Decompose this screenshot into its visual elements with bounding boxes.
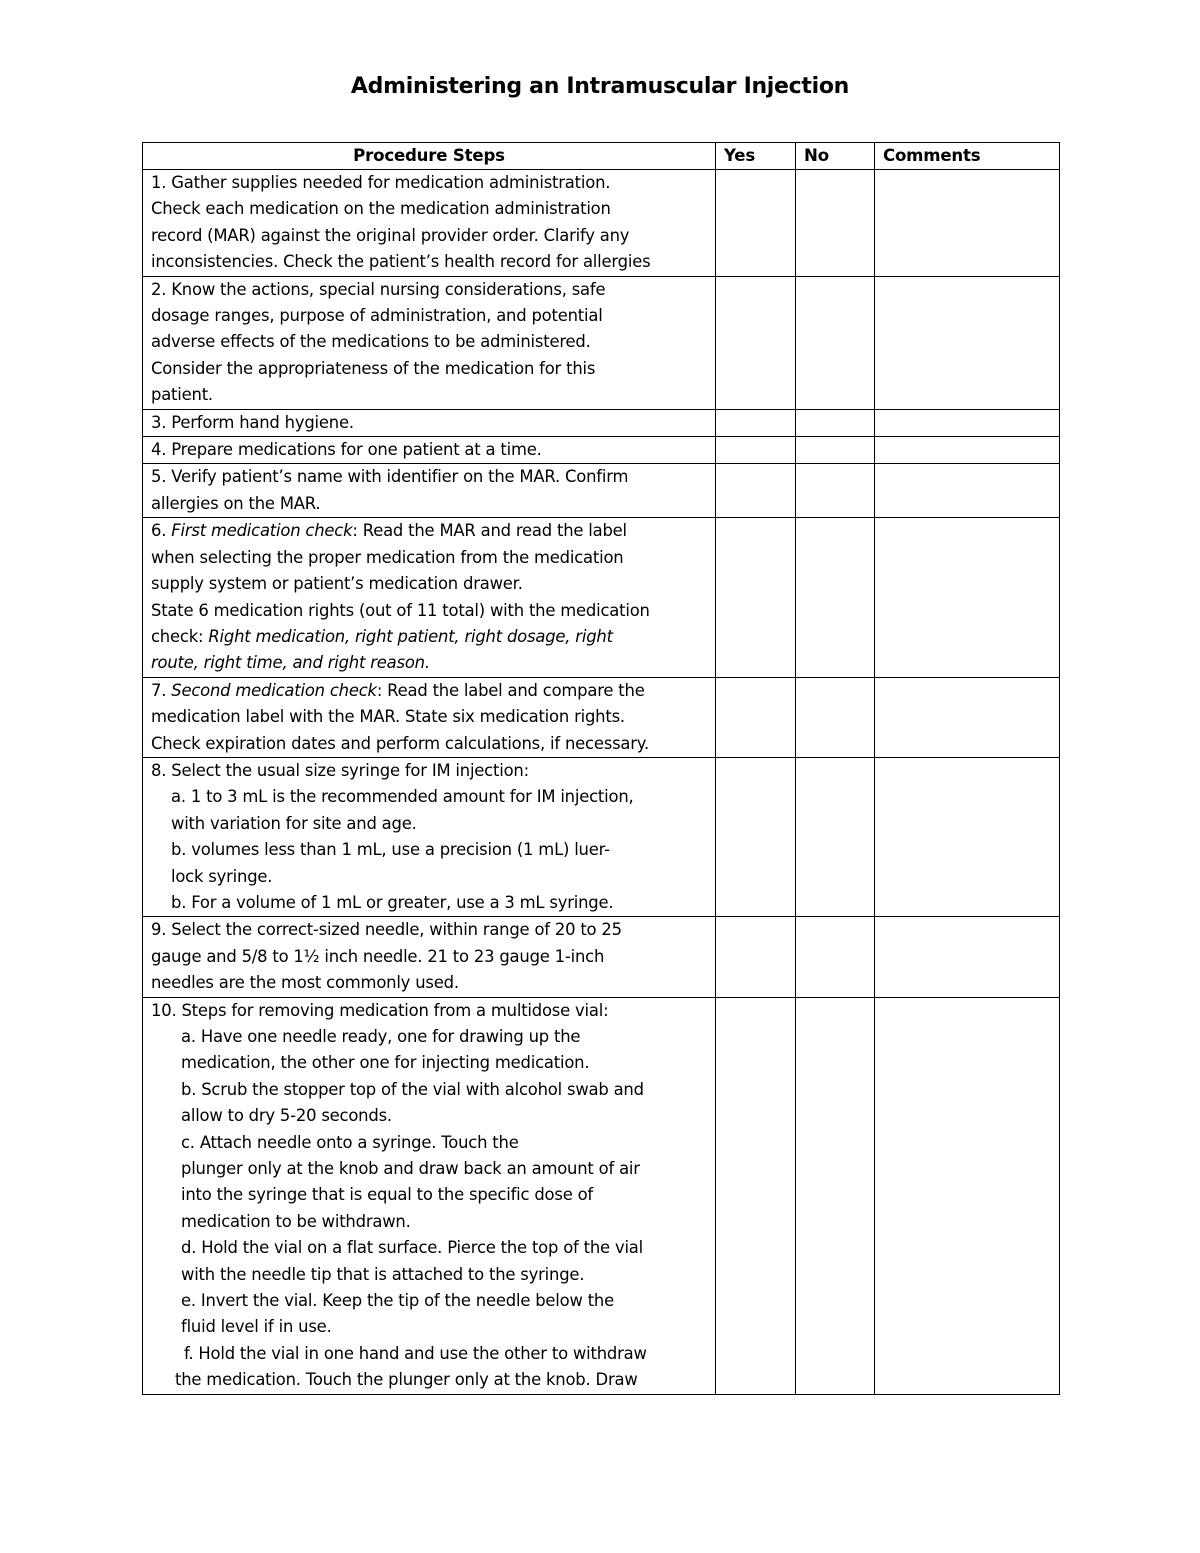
step-text: 9. Select the correct-sized needle, within range of 20 to 25: [151, 920, 622, 940]
step-text: [151, 518, 707, 544]
step-text: Check expiration dates and perform calculations, if necessary.: [151, 733, 649, 753]
table-header-row: [143, 143, 1060, 170]
step-text: adverse effects of the medications to be administered.: [151, 332, 591, 352]
step-text: inconsistencies. Check the patient’s health record for allergies: [151, 252, 651, 272]
step-substep: plunger only at the knob and draw back an amount of air: [181, 1159, 640, 1179]
step-text-rest: : Read the label and compare the: [376, 680, 645, 700]
step-emphasis: Right medication, right patient, right dosage, right: [208, 626, 613, 646]
step-substep: f. Hold the vial in one hand and use the other to withdraw: [184, 1343, 647, 1363]
yes-cell[interactable]: [716, 518, 796, 677]
step-cell: [143, 677, 716, 757]
header-procedure-steps: Procedure Steps: [143, 143, 716, 170]
yes-cell[interactable]: [716, 917, 796, 997]
table-row: [143, 677, 1060, 757]
step-substep: allow to dry 5-20 seconds.: [181, 1106, 392, 1126]
header-yes: Yes: [716, 143, 796, 170]
step-substep: c. Attach needle onto a syringe. Touch the: [181, 1132, 519, 1152]
step-substep: b. volumes less than 1 mL, use a precision (1 mL) luer-: [171, 840, 610, 860]
step-cell: [143, 170, 716, 277]
step-substep: lock syringe.: [171, 866, 273, 886]
step-substep: d. Hold the vial on a flat surface. Pierce the top of the vial: [181, 1238, 643, 1258]
comments-cell[interactable]: [875, 757, 1060, 916]
step-text: Consider the appropriateness of the medication for this: [151, 358, 596, 378]
step-substep: e. Invert the vial. Keep the tip of the needle below the: [181, 1291, 614, 1311]
comments-cell[interactable]: [875, 409, 1060, 436]
yes-cell[interactable]: [716, 409, 796, 436]
yes-cell[interactable]: [716, 997, 796, 1394]
step-emphasis: route, right time, and right reason.: [151, 653, 430, 673]
yes-cell[interactable]: [716, 677, 796, 757]
step-text: 5. Verify patient’s name with identifier on the MAR. Confirm: [151, 467, 629, 487]
comments-cell[interactable]: [875, 464, 1060, 518]
step-substep: the medication. Touch the plunger only at the knob. Draw: [175, 1370, 638, 1390]
step-text: when selecting the proper medication from the medication: [151, 547, 624, 567]
no-cell[interactable]: [796, 464, 875, 518]
comments-cell[interactable]: [875, 917, 1060, 997]
step-cell: [143, 518, 716, 677]
step-cell: [143, 464, 716, 518]
table-row: [143, 757, 1060, 916]
step-cell: [143, 997, 716, 1394]
step-cell: [143, 757, 716, 916]
yes-cell[interactable]: [716, 757, 796, 916]
step-cell: [143, 276, 716, 409]
step-emphasis: First medication check: [171, 521, 353, 541]
table-row: [143, 917, 1060, 997]
step-text: 4. Prepare medications for one patient at a time.: [151, 440, 542, 460]
table-row: [143, 518, 1060, 677]
step-substep: a. Have one needle ready, one for drawing up the: [181, 1027, 581, 1046]
step-text: Check each medication on the medication administration: [151, 199, 611, 219]
table-row: [143, 437, 1060, 464]
comments-cell[interactable]: [875, 276, 1060, 409]
step-substep: with the needle tip that is attached to the syringe.: [181, 1264, 585, 1284]
step-text: medication label with the MAR. State six medication rights.: [151, 707, 625, 727]
yes-cell[interactable]: [716, 464, 796, 518]
yes-cell[interactable]: [716, 276, 796, 409]
comments-cell[interactable]: [875, 997, 1060, 1394]
step-substep: b. Scrub the stopper top of the vial with alcohol swab and: [181, 1079, 644, 1099]
table-row: [143, 170, 1060, 277]
step-substep: into the syringe that is equal to the specific dose of: [181, 1185, 593, 1205]
header-comments: Comments: [875, 143, 1060, 170]
step-text: 10. Steps for removing medication from a multidose vial:: [151, 1000, 609, 1020]
step-text: State 6 medication rights (out of 11 total) with the medication: [151, 600, 650, 620]
no-cell[interactable]: [796, 276, 875, 409]
no-cell[interactable]: [796, 757, 875, 916]
procedure-checklist-table: [142, 142, 1060, 1395]
no-cell[interactable]: [796, 677, 875, 757]
step-text: allergies on the MAR.: [151, 493, 321, 513]
step-text: 2. Know the actions, special nursing considerations, safe: [151, 279, 606, 299]
step-number: 7.: [151, 680, 172, 700]
step-text: needles are the most commonly used.: [151, 973, 459, 993]
step-number: 6.: [151, 521, 172, 541]
step-substep: with variation for site and age.: [171, 813, 417, 833]
step-text-pre: check:: [151, 626, 209, 646]
table-row: [143, 409, 1060, 436]
table-row: [143, 997, 1060, 1394]
step-cell: [143, 917, 716, 997]
page-title: Administering an Intramuscular Injection: [350, 74, 850, 99]
header-no: No: [796, 143, 875, 170]
comments-cell[interactable]: [875, 437, 1060, 464]
table-row: [143, 464, 1060, 518]
step-cell: [143, 437, 716, 464]
no-cell[interactable]: [796, 170, 875, 277]
step-emphasis: Second medication check: [171, 680, 377, 700]
no-cell[interactable]: [796, 437, 875, 464]
step-text: [151, 650, 707, 676]
step-text: [151, 624, 707, 650]
table-row: [143, 276, 1060, 409]
step-text: supply system or patient’s medication drawer.: [151, 574, 523, 594]
step-substep: fluid level if in use.: [181, 1317, 332, 1337]
no-cell[interactable]: [796, 917, 875, 997]
comments-cell[interactable]: [875, 518, 1060, 677]
step-text: dosage ranges, purpose of administration, and potential: [151, 306, 603, 326]
no-cell[interactable]: [796, 997, 875, 1394]
no-cell[interactable]: [796, 409, 875, 436]
yes-cell[interactable]: [716, 437, 796, 464]
yes-cell[interactable]: [716, 170, 796, 277]
step-text: 1. Gather supplies needed for medication administration.: [151, 173, 611, 192]
step-text-rest: : Read the MAR and read the label: [352, 521, 627, 541]
comments-cell[interactable]: [875, 677, 1060, 757]
step-substep: medication, the other one for injecting medication.: [181, 1053, 590, 1073]
step-text: 3. Perform hand hygiene.: [151, 412, 354, 432]
step-substep: medication to be withdrawn.: [181, 1211, 411, 1231]
step-substep: a. 1 to 3 mL is the recommended amount for IM injection,: [171, 787, 634, 807]
no-cell[interactable]: [796, 518, 875, 677]
step-substep: b. For a volume of 1 mL or greater, use a 3 mL syringe.: [171, 892, 614, 912]
comments-cell[interactable]: [875, 170, 1060, 277]
step-text: gauge and 5/8 to 1½ inch needle. 21 to 23 gauge 1-inch: [151, 946, 605, 966]
step-text: 8. Select the usual size syringe for IM injection:: [151, 760, 529, 780]
step-text: [151, 678, 707, 704]
step-cell: [143, 409, 716, 436]
step-text: record (MAR) against the original provider order. Clarify any: [151, 225, 630, 245]
step-text: patient.: [151, 385, 213, 405]
